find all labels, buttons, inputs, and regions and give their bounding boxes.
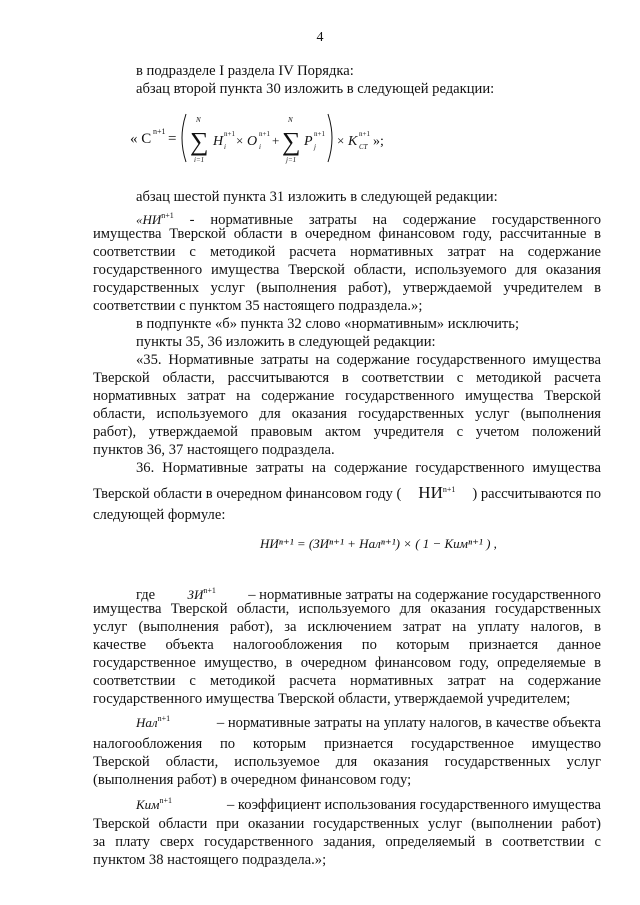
symbol-ni: «НИ xyxy=(136,211,162,227)
svg-text:i: i xyxy=(259,143,261,151)
text-line: Тверской области, используемое для оказания государственных услуг xyxy=(93,754,601,770)
svg-text:P: P xyxy=(304,134,313,149)
svg-text:×: × xyxy=(337,133,345,148)
text-line: пунктов 36, 37 настоящего подраздела. xyxy=(93,442,335,458)
text-line: области, используемого для оказания государственных услуг (выполнения xyxy=(93,406,601,422)
text-line: в подразделе I раздела IV Порядка: xyxy=(136,63,354,79)
text-line: соответствии с методикой расчета нормативных затрат на содержание xyxy=(93,244,601,260)
page-number: 4 xyxy=(316,30,324,45)
svg-text:=: = xyxy=(168,131,177,147)
formula-ni: НИⁿ⁺¹ = (ЗИⁿ⁺¹ + Налⁿ⁺¹) × ( 1 − Кимⁿ⁺¹ ) , xyxy=(260,536,497,551)
svg-text:H: H xyxy=(213,134,224,149)
text-line: пунктом 38 настоящего подраздела.»; xyxy=(93,852,327,868)
text-line: государственное имущество, в очередном финансовом году, определяемые в xyxy=(93,655,601,671)
text-line: нормативных затрат на содержание государственного имущества Тверской xyxy=(93,388,601,404)
svg-text:N: N xyxy=(196,116,201,124)
svg-text:n+1: n+1 xyxy=(153,127,166,136)
text-line: соответствии с пунктом 35 настоящего подраздела.»; xyxy=(93,298,423,314)
svg-text:K: K xyxy=(348,134,358,149)
text-line: государственного имущества Тверской области, утверждаемой учредителем; xyxy=(93,691,571,707)
symbol-ni: НИ xyxy=(418,482,443,502)
text-line: качестве объекта налогообложения по которым признается данное xyxy=(93,637,601,653)
text-line: налогообложения по которым признается государственное имущество xyxy=(93,736,601,752)
text-line: «$НИ^{n+1}$ - нормативные затраты на содержание государственного xyxy=(136,211,601,228)
svg-text:i: i xyxy=(224,143,226,151)
text-line: следующей формуле: xyxy=(93,507,226,523)
svg-text:n+1: n+1 xyxy=(259,130,270,138)
text-line: услуг (выполнения работ), за исключением затрат на уплату налогов, в xyxy=(93,619,601,635)
svg-text:n+1: n+1 xyxy=(224,130,235,138)
text-line: Нал$^{n+1}$ – нормативные затраты на уплату налогов, в качестве объекта xyxy=(136,714,601,731)
text-line: работ), утверждаемой правовым актом учредителя с учетом положений xyxy=(93,424,601,440)
svg-text:»;: »; xyxy=(373,134,384,149)
text-line: государственных услуг (выполнения работ), утверждаемой учредителем в xyxy=(93,280,601,296)
text-line: в подпункте «б» пункта 32 слово «нормативным» исключить; xyxy=(136,316,519,332)
svg-text:j=1: j=1 xyxy=(286,156,297,164)
text-line: Тверской области при оказании государственных услуг (выполнении работ) xyxy=(93,816,601,832)
text-line: имущества Тверской области, используемого для оказания государственных xyxy=(93,601,601,617)
svg-text:j: j xyxy=(314,143,316,151)
text-line: где $ЗИ^{n+1}$ – нормативные затраты на содержание государственного xyxy=(136,586,601,603)
text-line: государственного имущества Тверской области, используемого для оказания xyxy=(93,262,601,278)
svg-text:n+1: n+1 xyxy=(314,130,325,138)
text-line: Ким$^{n+1}$ – коэффициент использования государственного имущества xyxy=(136,796,601,813)
svg-text:∑: ∑ xyxy=(190,127,209,156)
svg-text:CТ: CТ xyxy=(359,143,368,151)
symbol-zi: ЗИ xyxy=(187,586,204,602)
svg-text:N: N xyxy=(288,116,293,124)
text-line: «35. Нормативные затраты на содержание государственного имущества xyxy=(136,352,601,368)
formula-c xyxy=(130,110,390,166)
text-line: соответствии с методикой расчета нормативных затрат на содержание xyxy=(93,673,601,689)
text-line: пункты 35, 36 изложить в следующей редакции: xyxy=(136,334,436,350)
svg-text:∑: ∑ xyxy=(282,127,301,156)
text-line: (выполнения работ) в очередном финансовом году; xyxy=(93,772,412,788)
svg-text:i=1: i=1 xyxy=(194,156,205,164)
text-line: имущества Тверской области в очередном финансовом году, рассчитанные в xyxy=(93,226,601,242)
svg-text:+: + xyxy=(272,133,280,148)
svg-text:O: O xyxy=(247,134,258,149)
symbol-kim: Ким xyxy=(136,796,160,812)
text-line: 36. Нормативные затраты на содержание государственного имущества xyxy=(136,460,601,476)
text-line: Тверской области в очередном финансовом году ( $НИ^{n+1}$ ) рассчитываются по xyxy=(93,482,601,502)
text-line: за плату сверх государственного задания, определяемый в соответствии с xyxy=(93,834,601,850)
symbol-nal: Нал xyxy=(136,714,158,730)
text-line: абзац второй пункта 30 изложить в следующей редакции: xyxy=(136,81,495,97)
svg-text:n+1: n+1 xyxy=(359,130,370,138)
svg-text:×: × xyxy=(236,133,244,148)
svg-text:« C: « C xyxy=(130,131,152,147)
text-line: Тверской области, рассчитываются в соответствии с методикой расчета xyxy=(93,370,601,386)
text-line: абзац шестой пункта 31 изложить в следующей редакции: xyxy=(136,189,498,205)
